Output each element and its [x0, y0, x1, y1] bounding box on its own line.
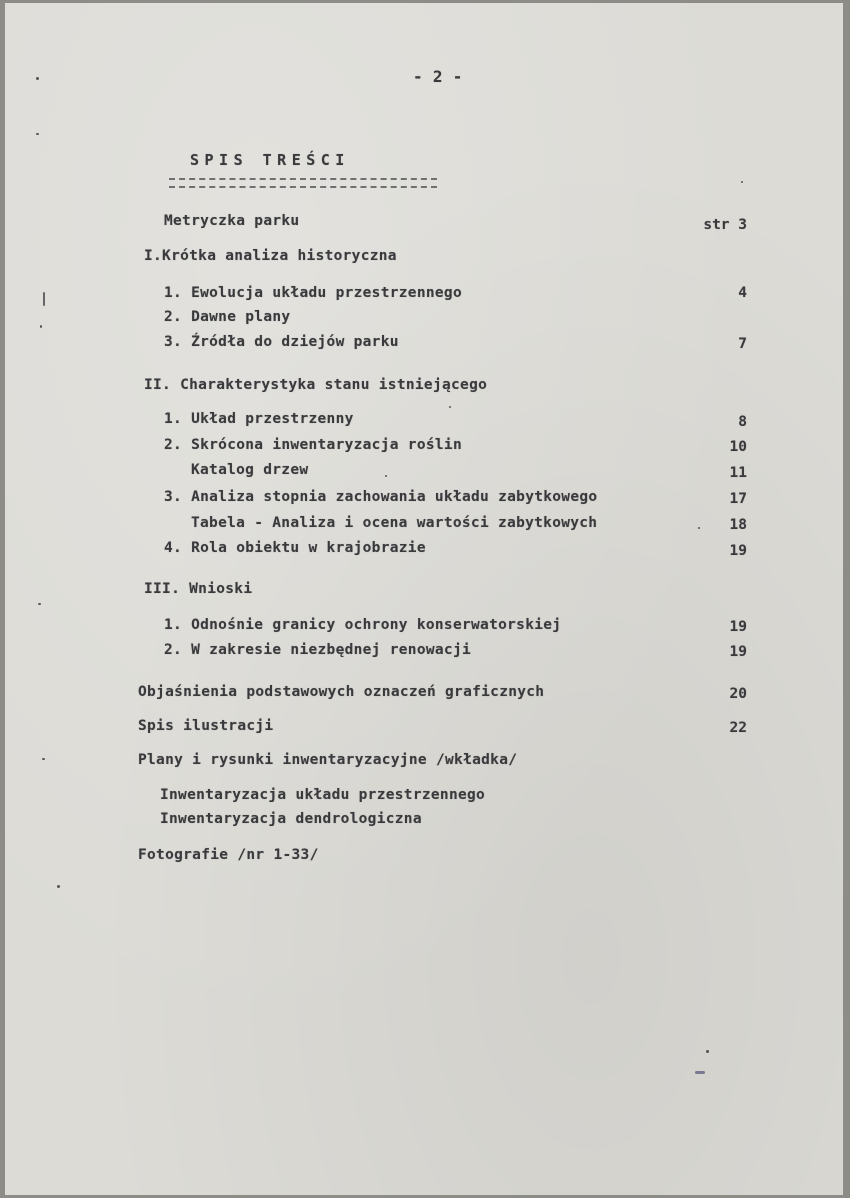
- toc-page: 7: [738, 336, 747, 352]
- scan-speck: [42, 758, 45, 760]
- toc-entry: 3. Źródła do dziejów parku: [164, 334, 399, 350]
- toc-page: 8: [738, 414, 747, 430]
- toc-entry: 3. Analiza stopnia zachowania układu zabytkowego: [164, 489, 598, 505]
- toc-page: 20: [729, 686, 747, 702]
- toc-entry: Inwentaryzacja dendrologiczna: [160, 811, 422, 827]
- toc-entry: 2. W zakresie niezbędnej renowacji: [164, 642, 472, 658]
- toc-page: 19: [729, 619, 747, 635]
- document-page: [5, 3, 843, 1195]
- toc-entry-ilustracje: Spis ilustracji: [138, 718, 274, 734]
- scan-speck: [43, 292, 45, 306]
- scan-speck: [36, 77, 39, 80]
- toc-entry: Tabela - Analiza i ocena wartości zabytkowych: [191, 515, 598, 531]
- toc-entry-fotografie: Fotografie /nr 1-33/: [138, 847, 319, 863]
- scan-speck: [57, 885, 60, 888]
- toc-section-1: I.Krótka analiza historyczna: [144, 248, 397, 264]
- toc-page: 19: [729, 644, 747, 660]
- toc-page: 11: [729, 465, 747, 481]
- scan-speck: [695, 1071, 705, 1074]
- scan-speck: [706, 1050, 709, 1053]
- toc-entry-metryczka: Metryczka parku: [164, 213, 300, 229]
- toc-entry: 1. Odnośnie granicy ochrony konserwatorskiej: [164, 617, 562, 633]
- toc-page: 10: [729, 439, 747, 455]
- scan-speck: [741, 181, 743, 183]
- toc-entry: Inwentaryzacja układu przestrzennego: [160, 787, 486, 803]
- scan-speck: [38, 603, 41, 605]
- toc-page: 22: [729, 720, 747, 736]
- page-title: SPIS TREŚCI: [190, 151, 350, 169]
- toc-section-3: III. Wnioski: [144, 581, 253, 597]
- scan-speck: [449, 406, 451, 408]
- toc-entry: 4. Rola obiektu w krajobrazie: [164, 540, 426, 556]
- page-number: - 2 -: [413, 67, 463, 86]
- toc-entry: 1. Układ przestrzenny: [164, 411, 354, 427]
- toc-entry: 1. Ewolucja układu przestrzennego: [164, 285, 462, 301]
- toc-page: 19: [729, 543, 747, 559]
- toc-entry: 2. Skrócona inwentaryzacja roślin: [164, 437, 462, 453]
- toc-page-metryczka: str 3: [703, 217, 747, 233]
- scan-speck: [385, 475, 387, 477]
- scan-speck: [698, 527, 700, 529]
- toc-entry-objasnienia: Objaśnienia podstawowych oznaczeń graficznych: [138, 684, 545, 700]
- title-underline: [169, 178, 437, 188]
- toc-page: 18: [729, 517, 747, 533]
- toc-page: 17: [729, 491, 747, 507]
- toc-entry: Katalog drzew: [191, 462, 309, 478]
- scan-speck: [40, 325, 42, 328]
- toc-section-2: II. Charakterystyka stanu istniejącego: [144, 377, 488, 393]
- toc-page: 4: [738, 285, 747, 301]
- scan-speck: [36, 133, 39, 135]
- toc-entry-plany: Plany i rysunki inwentaryzacyjne /wkładka/: [138, 752, 518, 768]
- toc-entry: 2. Dawne plany: [164, 309, 291, 325]
